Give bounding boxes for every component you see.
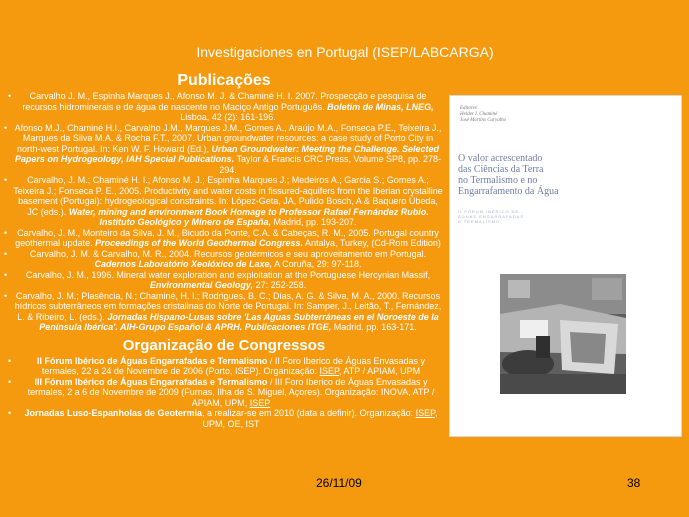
- isep-link[interactable]: ISEP: [319, 366, 339, 376]
- slide-date: 26/11/09: [316, 476, 362, 490]
- book-subtitle: II FÓRUM IBÉRICO DE ÁGUAS ENGARRAFADAS E TERMALISMO: [458, 209, 525, 224]
- congress-item: • III Fórum Ibérico de Águas Engarrafadas e Termalismo / III Foro Iberico de Águas Envasadas y termales, 2 a 6 de Novembre de 2009 (Furnas, Ilha de S. Miguel, Açores). Organização: INOVA, ATP / APIAM, UPM, ISEP: [4, 377, 444, 409]
- publications-list: [4, 91, 444, 333]
- isep-link[interactable]: ISEP: [249, 397, 271, 408]
- congresses-list: [4, 356, 444, 430]
- publications-heading: Publicações: [177, 72, 271, 89]
- slide-page-number: 38: [627, 476, 641, 490]
- publication-item: • Carvalho, J. M., 1996. Mineral water exploration and exploitation at the Portuguese Hercynian Massif, Environmental Geology, 27: 252-258.: [4, 270, 444, 291]
- publication-item: • Carvalho, J. M. & Carvalho, M. R., 2004. Recursos geotérmicos e seu aproveitamento em Portugal. Cadernos Laboratório Xeolóxico de Laxe, A Coruña, 29: 97-118.: [4, 249, 444, 270]
- publication-item: • Afonso M.J., Chaminé H.I., Carvalho J.M., Marques J.M., Gomes A., Araújo M.A., Fonseca P.E., Teixeira J., Marques da Silva M.A. & Rocha F.T., 2007. Urban groundwater resources: a case study of Porto City in north-west Portugal. In: Ken W. F. Howard (Ed.), Urban Groundwater: Meeting the Challenge. Selected Papers on Hydrogeology, IAH Special Publications. Taylor & Francis CRC Press, Volume SP8, pp. 278-294.: [4, 123, 444, 176]
- book-cover-photo: [500, 274, 626, 394]
- congresses-heading: Organização de Congressos: [122, 336, 326, 354]
- text-column: [4, 72, 444, 429]
- book-cover: [449, 95, 682, 437]
- publication-item: • Carvalho, J. M., Monteiro da Silva, J. M., Bicudo da Ponte, C.A. & Cabeças, R. M., 2005. Portugal country geothermal update. Proceedings of the World Geothermal Congress. Antalya, Turkey, (Cd-Rom Edition): [4, 228, 444, 249]
- slide-title: Investigaciones en Portugal (ISEP/LABCARGA): [196, 44, 494, 60]
- book-title: O valor acrescentado das Ciências da Terra no Termalismo e no Engarrafamento da Água: [458, 153, 559, 197]
- publication-item: • Carvalho, J. M.; Chaminé H. I.; Afonso M. J.; Espinha Marques J.; Medeiros A.; Garcia S.; Gomes A.; Teixeira J.; Fonseca P. E., 2005. Productivity and water costs in fissured-aquifers from the Iberian crystalline basement (Portugal): hydrogeological constraints. In: López-Geta, JA, Pulido Bosch, A & Baquero Úbeda, JC (eds.). Water, mining and environment Book Homage to Professor Rafael Fernández Rubio. Instituto Geológico y Minero de España, Madrid, pp. 193-207.: [4, 175, 444, 228]
- publication-item: • Carvalho J. M., Espinha Marques J., Afonso M. J. & Chaminé H. I. 2007. Prospecção e pesquisa de recursos hidrominerais e de água de nascente no Maciço Antigo Português. Boletim de Minas, LNEG, Lisboa, 42 (2): 161-196.: [4, 91, 444, 123]
- isep-link[interactable]: ISEP: [415, 408, 435, 418]
- congress-item: • II Fórum Ibérico de Águas Engarrafadas e Termalismo / II Foro Iberico de Águas Envasadas y termales, 22 a 24 de Novembre de 2006 (Porto, ISEP). Organização: ISEP, ATP / APIAM, UPM: [4, 356, 444, 377]
- book-editors: Editores Helder I. Chaminé José Martins Carvalho: [460, 106, 507, 123]
- publication-item: • Carvalho, J. M.; Plasência, N.; Chaminé, H. I.; Rodrigues, B. C.; Dias, A. G. & Silva, M. A., 2000. Recursos hídricos subterrâneos em formações cristalinas do Norte de Portugal. In: Samper, J., Leitão, T., Fernández, L. & Ribeiro, L. (eds.). Jornadas Hispano-Lusas sobre 'Las Aguas Subterráneas en el Noroeste de la Península Ibérica'. AIH-Grupo Español & APRH. Publicaciones ITGE, Madrid. pp. 163-171.: [4, 291, 444, 333]
- congress-item: • Jornadas Luso-Espanholas de Geotermia, a realizar-se em 2010 (data a definir). Organização: ISEP, UPM, OE, IST: [4, 408, 444, 429]
